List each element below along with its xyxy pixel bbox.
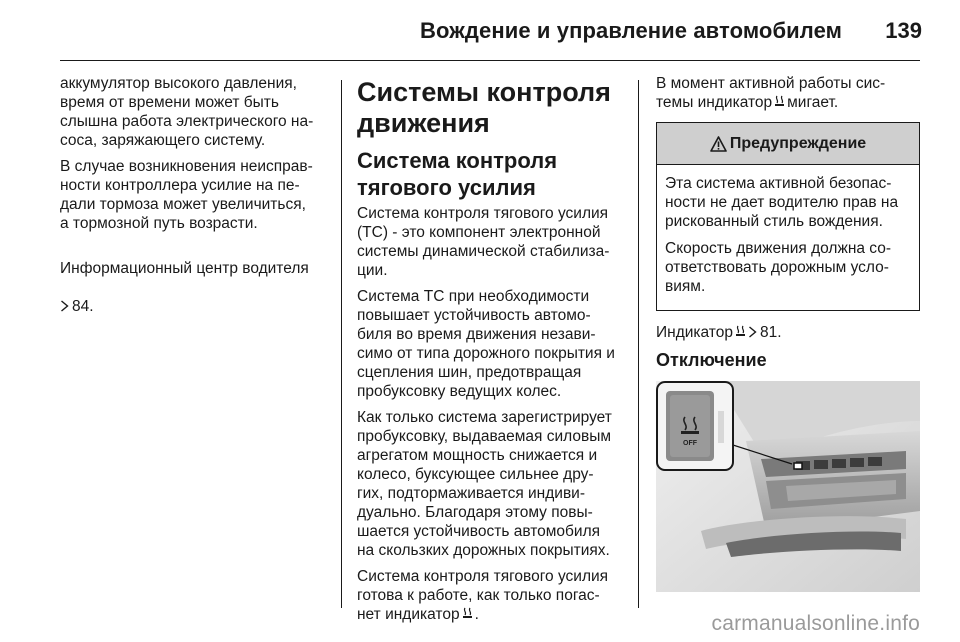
traction-control-icon [462,607,473,620]
paragraph: Эта система активной безопас- ности не дает водителю прав на рискованный стиль вождения. [665,175,899,230]
warning-header [657,123,919,165]
traction-control-icon [735,325,746,338]
header-rule [60,60,920,61]
column-1 [60,74,328,323]
paragraph: В случае возникновения неисправ- ности контроллера усилие на пе- дали тормоза может увеличиться, а тормозной путь возрасти. [60,158,313,232]
warning-body [657,165,919,310]
section-heading: Системы контроля движения [357,77,611,138]
paragraph [357,567,625,624]
header-title: Вождение и управление автомобилем [420,18,842,43]
page-ref-arrow-icon [60,300,69,312]
paragraph-text: Информационный центр водителя [60,260,309,277]
paragraph: Как только система зарегистрирует пробуксовку, выдаваемая силовым агрегатом мощность снижается и колесо, буксующее сильнее дру- гих, подтормаживается индиви- дуально. Благодаря этому повы- шается устойчивость автомобиля на скользких дорожных покрытиях. [357,409,612,559]
watermark: carmanualsonline.info [711,612,920,635]
paragraph-text: В момент активной работы сис- темы индикатор [656,75,886,111]
paragraph: Скорость движения должна со- ответствовать дорожным усло- виям. [665,240,892,295]
paragraph [60,240,328,316]
traction-control-icon [774,95,785,108]
paragraph: Система TC при необходимости повышает устойчивость автомо- биля во время движения незави- симо от типа дорожного покрытия и сцепления шин, предотвращая пробуксовку ведущих колес. [357,288,615,400]
dashboard-photo [656,381,920,592]
warning-triangle-icon [710,136,727,152]
page-ref-link[interactable]: 81. [759,324,782,341]
column-divider [638,80,639,608]
paragraph [656,74,920,112]
page-ref-link[interactable]: 84. [72,298,94,315]
paragraph-text: . [474,606,479,623]
column-2 [357,74,625,631]
subsection-heading: Отключение [656,350,767,370]
paragraph-text: Система контроля тягового усилия готова к работе, как только погас- нет индикатор [357,568,609,623]
dashboard-illustration [656,381,920,592]
page-header [0,0,960,60]
paragraph [656,323,920,342]
column-divider [341,80,342,608]
page-ref-arrow-icon [748,326,757,338]
off-label: OFF [683,440,697,447]
paragraph-text: Индикатор [656,324,733,341]
page-number: 139 [885,18,922,43]
column-3 [656,74,920,592]
paragraph: аккумулятор высокого давления, время от времени может быть слышна работа электрического на- соса, заряжающего систему. [60,75,314,149]
warning-title: Предупреждение [729,134,867,152]
subsection-heading: Система контроля тягового усилия [357,148,558,200]
paragraph-text: мигает. [787,94,839,111]
warning-box [656,122,920,311]
paragraph: Система контроля тягового усилия (TC) - это компонент электронной системы динамической стабилиза- ции. [357,205,610,279]
